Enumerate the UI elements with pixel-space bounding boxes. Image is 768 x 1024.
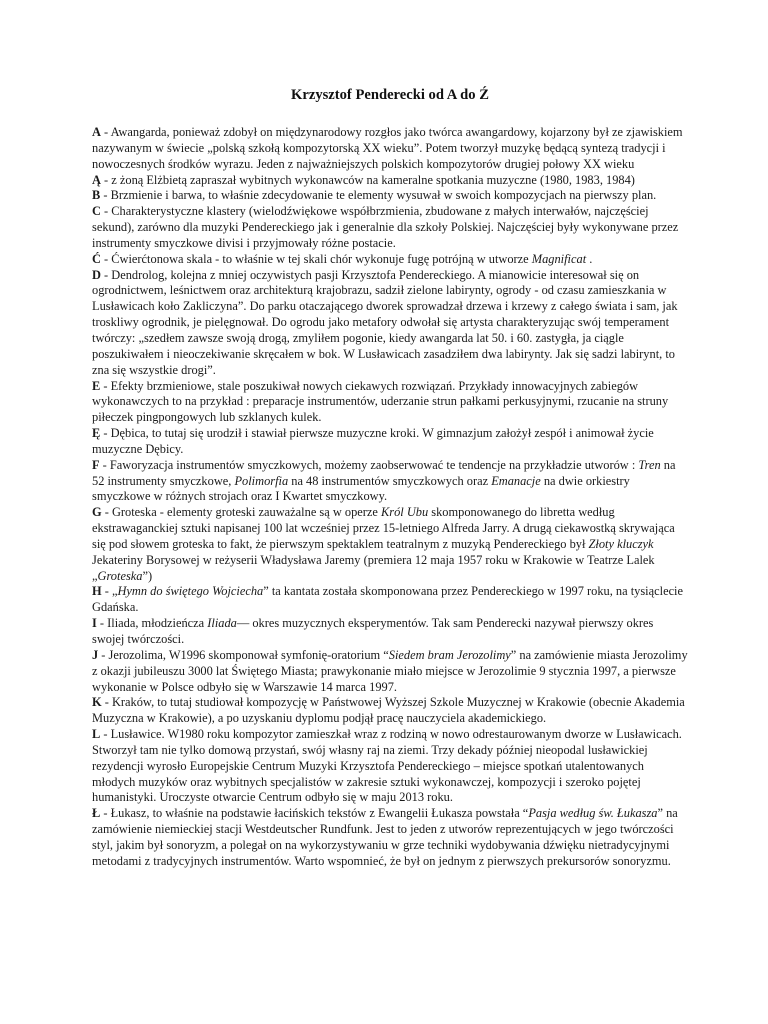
entry-letter: H bbox=[92, 584, 102, 599]
entry-text: - Awangarda, ponieważ zdobył on międzynarodowy rozgłos jako twórca awangardowy, kojarzony był ze zjawiskiem nazywanym w świecie „polską szkołą kompozytorską XX wieku”. Potem tworzył muzykę będącą syntezą tradycji i nowoczesnych środków wyrazu. Jeden z najważniejszych polskich kompozytorów drugiej połowy XX wieku bbox=[92, 125, 683, 171]
entry-text: - Brzmienie i barwa, to właśnie zdecydowanie te elementy wysuwał w swoich kompozycjach na pierwszy plan. bbox=[100, 188, 657, 203]
entry-text: na 52 instrumenty smyczkowe, bbox=[92, 457, 676, 488]
entry-6 bbox=[92, 268, 688, 379]
work-title: Hymn do świętego Wojciecha bbox=[117, 584, 264, 599]
entry-4 bbox=[92, 204, 688, 252]
entry-text: — okres muzycznych eksperymentów. Tak sam Penderecki nazywał pierwszy okres swojej twórczości. bbox=[92, 616, 654, 646]
entry-text: - „ bbox=[101, 584, 118, 599]
entry-text: - Dębica, to tutaj się urodził i stawiał pierwsze muzyczne kroki. W gimnazjum założył zespół i animował życie muzyczne Dębicy. bbox=[92, 426, 654, 456]
entry-text: na 48 instrumentów smyczkowych oraz bbox=[288, 473, 492, 488]
entry-text: Jekateriny Borysowej w reżyserii Władysława Jaremy (premiera 12 maja 1957 roku w Krakowie w Teatrze Lalek „ bbox=[92, 552, 655, 583]
entry-letter: J bbox=[92, 647, 99, 662]
entry-14 bbox=[92, 695, 688, 727]
entry-1 bbox=[92, 125, 688, 173]
work-title: Siedem bram Jerozolimy bbox=[388, 647, 511, 662]
work-title: Iliada bbox=[207, 616, 237, 631]
entry-16 bbox=[92, 806, 688, 869]
entry-15 bbox=[92, 727, 688, 806]
entry-letter: L bbox=[92, 727, 101, 742]
entry-letter: I bbox=[92, 616, 97, 631]
entry-2 bbox=[92, 173, 688, 189]
entry-letter: Ć bbox=[92, 251, 101, 266]
work-title: Polimorfia bbox=[234, 473, 289, 488]
entry-7 bbox=[92, 379, 688, 427]
entry-text: ”) bbox=[142, 568, 153, 583]
entry-text: - Kraków, to tutaj studiował kompozycję w Państwowej Wyższej Szkole Muzycznej w Krakowie (obecnie Akademia Muzyczna w Krakowie), a po uzyskaniu dyplomu podjął pracę nauczyciela akademickiego. bbox=[92, 695, 685, 726]
entry-text: - Faworyzacja instrumentów smyczkowych, możemy zaobserwować te tendencje na przykładzie utworów : bbox=[99, 457, 639, 472]
work-title: Tren bbox=[638, 457, 661, 472]
entry-text: ” na zamówienie niemieckiej stacji Westdeutscher Rundfunk. Jest to jeden z utworów reprezentujących w jego twórczości styl, jakim był sonoryzm, a polegał on na wykorzystywaniu w grze techniki wydobywania dźwięku nietradycyjnymi metodami z tradycyjnych instrumentów. Warto wspomnieć, że był on jednym z pierwszych prekursorów sonoryzmu. bbox=[92, 806, 678, 868]
work-title: Król Ubu bbox=[381, 505, 429, 520]
entry-10 bbox=[92, 505, 688, 584]
entry-text: - Łukasz, to właśnie na podstawie łacińskich tekstów z Ewangelii Łukasza powstała “ bbox=[100, 806, 529, 821]
entry-text: . bbox=[586, 251, 593, 266]
entry-letter: A bbox=[92, 125, 101, 139]
entry-text: - Lusławice. W1980 roku kompozytor zamieszkał wraz z rodziną w nowo odrestaurowanym dworze w Lusławicach. Stworzył tam nie tylko domową przystań, swój własny raj na ziemi. Trzy dekady później nieopodal lusławickiej rezydencji wyrosło Europejskie Centrum Muzyki Krzysztofa Pendereckiego – miejsce spotkań utalentowanych młodych muzyków oraz wybitnych specjalistów w zakresie sztuki wykonawczej, kompozycji i szeroko pojętej humanistyki. Uroczyste otwarcie Centrum odbyło się w maju 2013 roku. bbox=[92, 727, 682, 805]
entry-text: - z żoną Elżbietą zapraszał wybitnych wykonawców na kameralne spotkania muzyczne (1980, 1983, 1984) bbox=[100, 172, 635, 187]
entry-11 bbox=[92, 584, 688, 616]
document-title: Krzysztof Penderecki od A do Ź bbox=[291, 87, 489, 103]
entry-letter: G bbox=[92, 505, 102, 520]
entry-letter: F bbox=[92, 457, 100, 472]
entry-8 bbox=[92, 426, 688, 458]
entry-text: - Efekty brzmieniowe, stale poszukiwał nowych ciekawych rozwiązań. Przykłady innowacyjnych zabiegów wykonawczych to na przykład : preparacje instrumentów, uderzanie strun pałkami perkusyjnymi, rzucanie na struny piłeczek pingpongowych lub szklanych kulek. bbox=[92, 378, 669, 425]
entry-letter: C bbox=[92, 204, 101, 219]
work-title: Groteska bbox=[97, 568, 143, 583]
entry-5 bbox=[92, 252, 688, 268]
entry-text: - Ćwierćtonowa skala - to właśnie w tej skali chór wykonuje fugę potrójną w utworze bbox=[100, 251, 532, 266]
work-title: Magnificat bbox=[531, 251, 587, 266]
entry-letter: D bbox=[92, 267, 101, 282]
entry-text: ” ta kantata została skomponowana przez Pendereckiego w 1997 roku, na tysiąclecie Gdańska. bbox=[92, 584, 684, 615]
work-title: Złoty kluczyk bbox=[588, 536, 654, 551]
entry-letter: Ę bbox=[92, 426, 101, 441]
work-title: Emanacje bbox=[491, 473, 541, 488]
work-title: Pasja według św. Łukasza bbox=[528, 806, 658, 821]
entry-13 bbox=[92, 648, 688, 696]
entry-letter: E bbox=[92, 378, 101, 393]
entry-letter: K bbox=[92, 695, 102, 710]
entry-3 bbox=[92, 188, 688, 204]
entry-text: - Iliada, młodzieńcza bbox=[96, 616, 208, 631]
entry-text: - Jerozolima, W1996 skomponował symfonię-oratorium “ bbox=[98, 647, 389, 662]
entry-text: na dwie orkiestry smyczkowe w różnych strojach oraz I Kwartet smyczkowy. bbox=[92, 473, 630, 504]
entry-text: ” na zamówienie miasta Jerozolimy z okazji jubileuszu 3000 lat Świętego Miasta; prawykonanie miało miejsce w Jerozolimie 9 stycznia 1997, a pierwsze wykonanie w Polsce odbyło się w Warszawie 14 marca 1997. bbox=[92, 647, 688, 694]
entry-list bbox=[92, 125, 688, 870]
entry-text: skomponowanego do libretta według ekstrawaganckiej sztuki napisanej 100 lat wcześniej przez 15-letniego Alfreda Jarry. A drugą ciekawostką skrywająca się pod słowem groteska to fakt, że pierwszym spektaklem teatralnym z muzyką Pendereckiego był bbox=[92, 505, 675, 551]
entry-letter: Ą bbox=[92, 172, 101, 187]
entry-text: - Charakterystyczne klastery (wielodźwiękowe współbrzmienia, zbudowane z małych interwałów, najczęściej sekund), zarówno dla muzyki Pendereckiego jak i generalnie dla szkoły Polskiej. Najczęściej były wykonywane przez instrumenty smyczkowe divisi i przyjmowały różne postacie. bbox=[92, 204, 679, 250]
entry-letter: B bbox=[92, 188, 101, 203]
entry-12 bbox=[92, 616, 688, 648]
entry-letter: Ł bbox=[92, 806, 101, 821]
entry-9 bbox=[92, 458, 688, 506]
entry-text: - Dendrolog, kolejna z mniej oczywistych pasji Krzysztofa Pendereckiego. A mianowicie interesował się on ogrodnictwem, leśnictwem oraz architekturą krajobrazu, sadził zielone labirynty, ogrody - od czasu zamieszkania w Lusławicach koło Zakliczyna”. Do parku otaczającego dworek sprowadzał drzewa i krzewy z całego świata i sam, jak troskliwy ogrodnik, je pielęgnował. Do ogrodu jako metafory odwołał się artysta charakteryzując swój temperament twórczy: „szedłem zawsze swoją drogą, zmyliłem pogonie, kiedy awangarda lat 50. i 60. zastygła, ja ciągle poszukiwałem i nieoczekiwanie skręcałem w bok. W Lusławicach zasadziłem dwa labirynty. Jak się sadzi labirynt, to zna się wszystkie drogi”. bbox=[92, 267, 678, 377]
entry-text: - Groteska - elementy groteski zauważalne są w operze bbox=[101, 505, 381, 520]
document-page bbox=[92, 86, 688, 870]
